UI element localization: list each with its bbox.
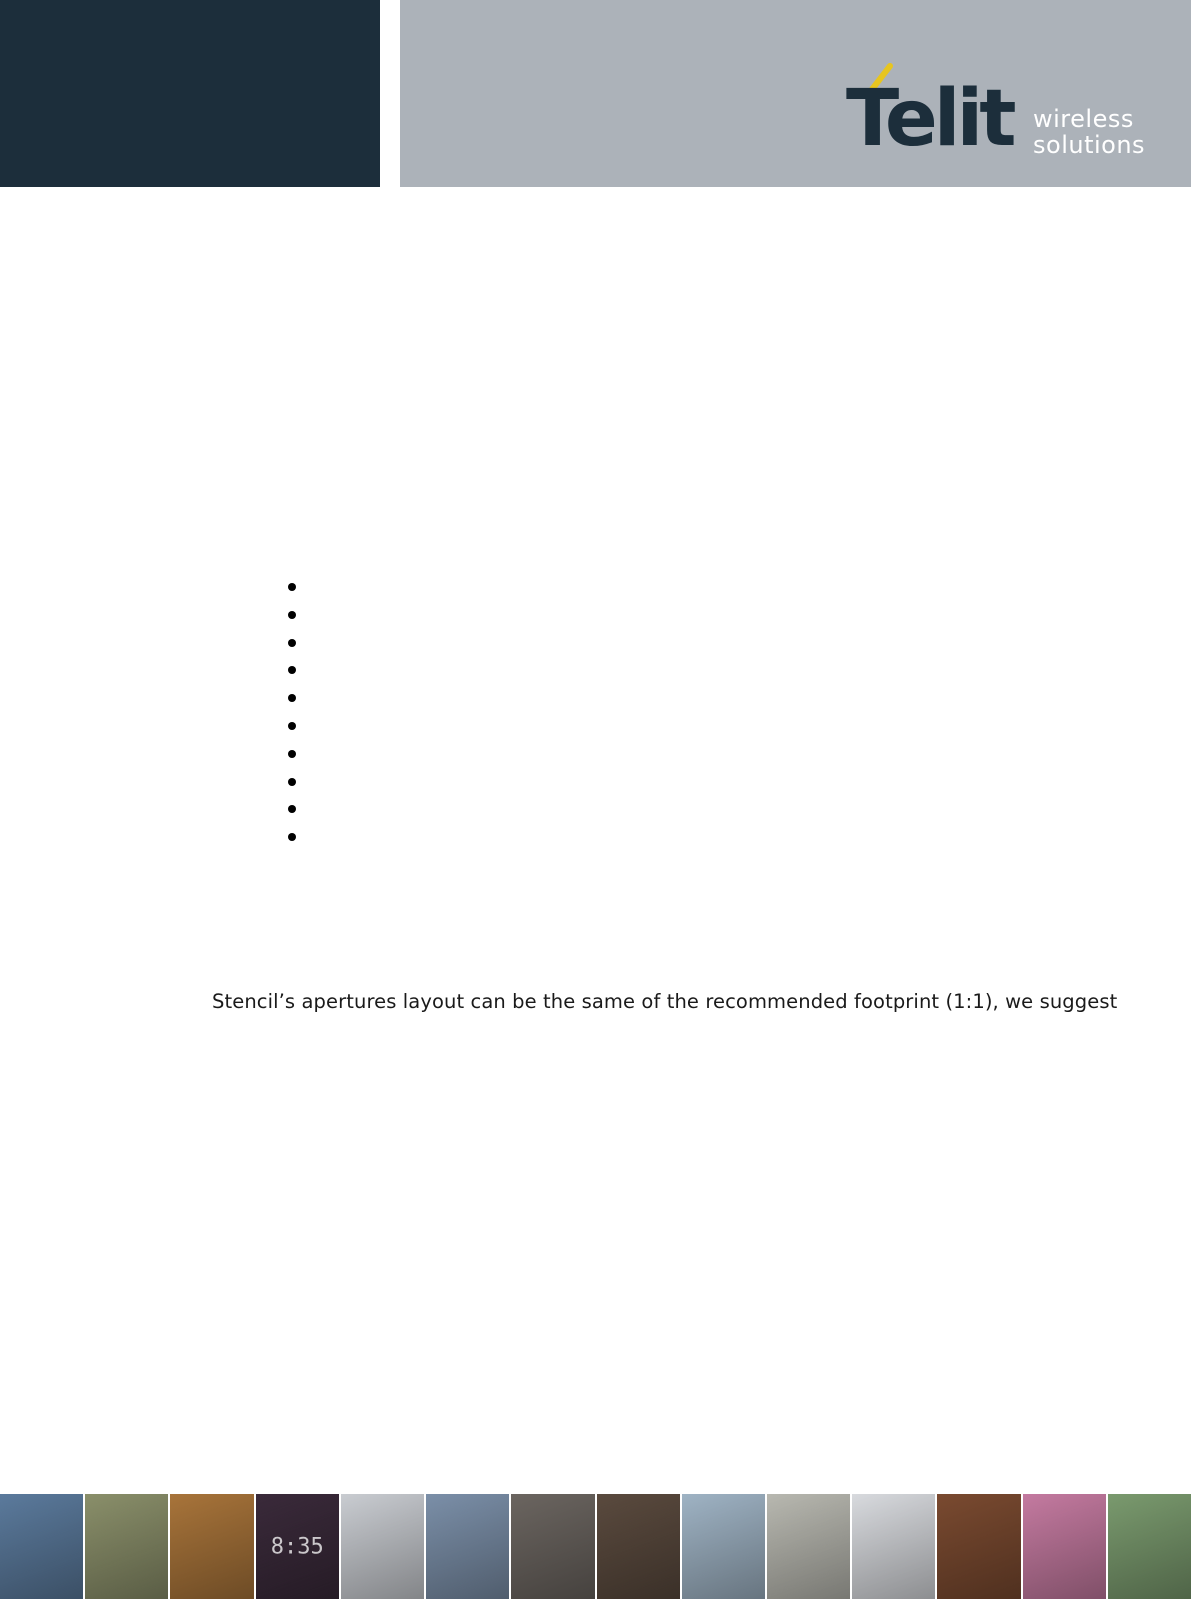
metro-crowd-photo	[937, 1494, 1020, 1599]
bullet-marker-icon	[288, 694, 296, 702]
card-reader-photo	[511, 1494, 594, 1599]
photo-strip	[0, 1494, 1191, 1599]
electric-meter-photo	[767, 1494, 850, 1599]
logo-tagline-line1: wireless	[1033, 105, 1134, 133]
container-train-photo	[170, 1494, 253, 1599]
departure-board-photo	[256, 1494, 339, 1599]
bullet-marker-icon	[288, 778, 296, 786]
pink-packaging-photo	[1023, 1494, 1106, 1599]
bullet-marker-icon	[288, 805, 296, 813]
bullet-marker-icon	[288, 833, 296, 841]
bullet-marker-icon	[288, 750, 296, 758]
vending-machine-photo	[597, 1494, 680, 1599]
bullet-marker-icon	[288, 611, 296, 619]
bullet-marker-icon	[288, 583, 296, 591]
header-divider	[380, 0, 400, 187]
bullet-marker-icon	[288, 722, 296, 730]
wind-turbines-photo	[682, 1494, 765, 1599]
payphone-sign-photo	[85, 1494, 168, 1599]
telit-logo	[846, 62, 1166, 172]
logo-brand-text: Telit	[846, 74, 1013, 164]
header-dark-panel	[0, 0, 380, 187]
logo-tagline	[1033, 106, 1145, 158]
bullet-marker-icon	[288, 639, 296, 647]
security-camera-photo	[1108, 1494, 1191, 1599]
white-corridor-photo	[852, 1494, 935, 1599]
airplane-photo	[0, 1494, 83, 1599]
body-paragraph: Stencil’s apertures layout can be the same of the recommended footprint (1:1), we suggest	[212, 990, 1118, 1013]
keyboard-photo	[341, 1494, 424, 1599]
bullet-marker-icon	[288, 666, 296, 674]
departure-time-text: 8:35	[270, 1534, 324, 1559]
logo-tagline-line2: solutions	[1033, 131, 1146, 159]
cyclist-photo	[426, 1494, 509, 1599]
